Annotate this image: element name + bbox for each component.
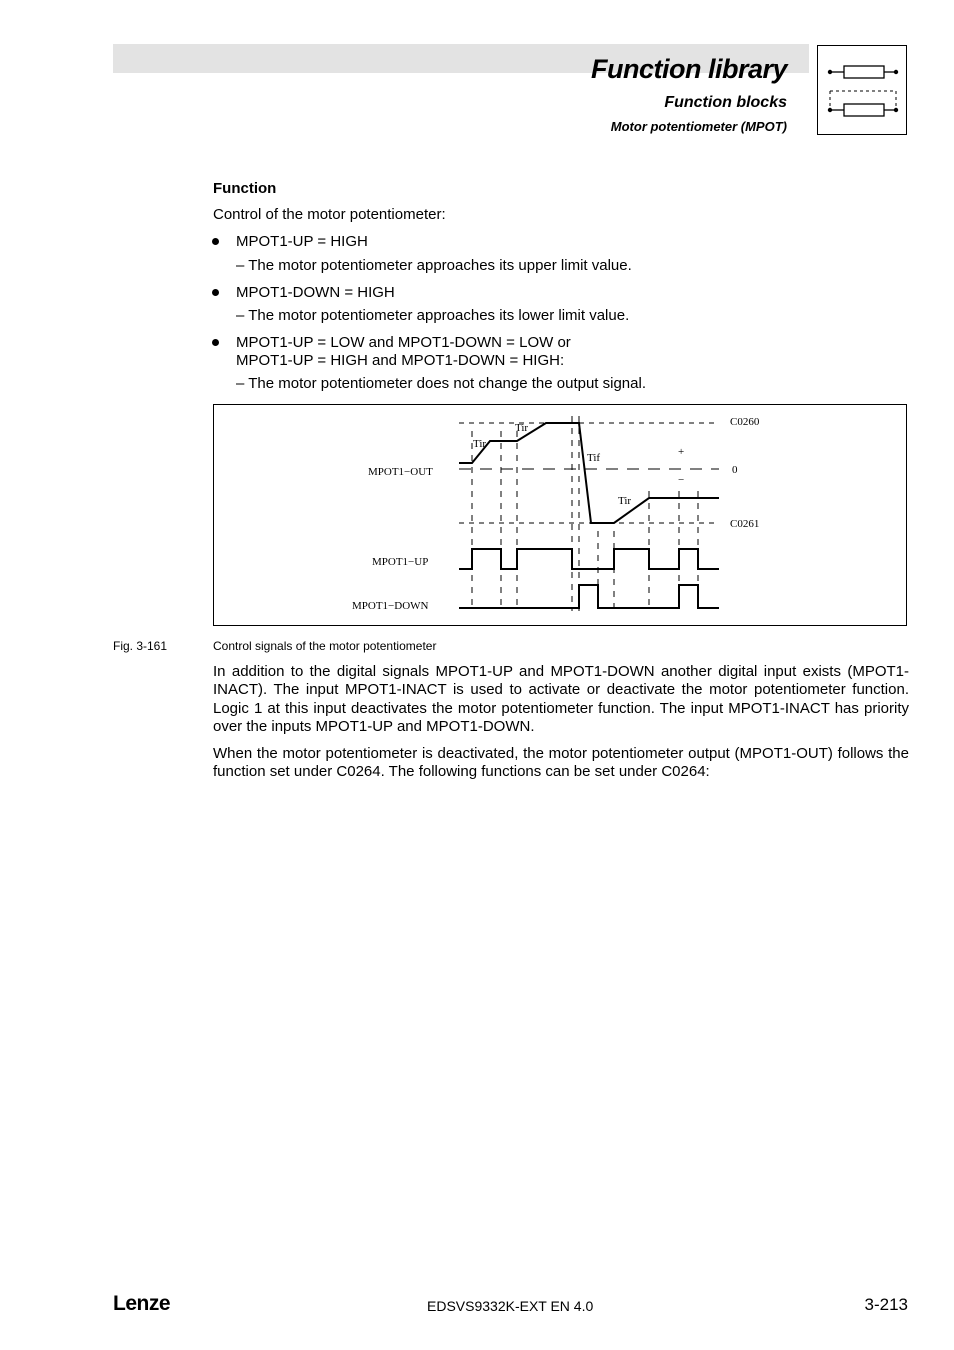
figure-number: Fig. 3-161 <box>113 639 168 653</box>
bullet-2-line: MPOT1-DOWN = HIGH <box>236 284 395 301</box>
paragraph-1: In addition to the digital signals MPOT1-UP and MPOT1-DOWN another digital input exists (MPOT1-INACT). The input MPOT1-INACT is used to activate or deactivate the motor potentiometer function. Logic 1 at this input deactivates the motor potentiometer function. The input MPOT1-INACT has priority over the inputs MPOT1-UP and MPOT1-DOWN. <box>213 663 909 736</box>
plus-sign: + <box>678 446 685 458</box>
bullet-3-line-1: MPOT1-UP = LOW and MPOT1-DOWN = LOW or <box>236 334 571 351</box>
page-subtitle: Function blocks <box>664 94 787 111</box>
page-title: Function library <box>590 54 787 84</box>
mpot1-out-trace <box>459 423 719 523</box>
timing-diagram-svg <box>214 405 908 627</box>
ramp-label-tif: Tif <box>587 452 601 464</box>
bullet-1-note: – The motor potentiometer approaches its upper limit value. <box>236 257 632 274</box>
function-block-icon <box>817 45 907 135</box>
section-heading: Function <box>213 180 277 197</box>
mpot1-up-label: MPOT1−UP <box>372 556 429 568</box>
bullet-3-line-2: MPOT1-UP = HIGH and MPOT1-DOWN = HIGH: <box>236 352 565 369</box>
page-number: 3-213 <box>864 1295 908 1314</box>
ramp-label-tir-2: Tir <box>515 422 529 434</box>
zero-label: 0 <box>732 464 738 476</box>
mpot1-down-trace <box>459 585 719 608</box>
lenze-logo: Lenze <box>113 1292 171 1315</box>
mpot1-down-label: MPOT1−DOWN <box>352 600 429 612</box>
document-id: EDSVS9332K-EXT EN 4.0 <box>427 1298 594 1314</box>
bullet-dot <box>212 238 219 245</box>
mpot1-up-trace <box>459 549 719 569</box>
mpot1-out-label: MPOT1−OUT <box>368 466 433 478</box>
event-markers <box>472 416 698 611</box>
timing-diagram <box>213 404 907 626</box>
page-section: Motor potentiometer (MPOT) <box>610 119 787 134</box>
bullet-3-note: – The motor potentiometer does not change the output signal. <box>236 375 646 392</box>
ramp-label-tir-3: Tir <box>618 495 632 507</box>
bullet-dot <box>212 339 219 346</box>
bullet-dot <box>212 289 219 296</box>
minus-sign: − <box>678 474 685 486</box>
paragraph-2: When the motor potentiometer is deactivated, the motor potentiometer output (MPOT1-OUT) follows the function set under C0264. The following functions can be set under C0264: <box>213 745 909 781</box>
lower-limit-label: C0261 <box>730 518 760 530</box>
intro-text: Control of the motor potentiometer: <box>213 206 446 223</box>
ramp-label-tir-1: Tir <box>473 438 487 450</box>
upper-limit-label: C0260 <box>730 416 760 428</box>
bullet-1-line: MPOT1-UP = HIGH <box>236 233 368 250</box>
figure-caption: Control signals of the motor potentiometer <box>213 639 437 653</box>
bullet-2-note: – The motor potentiometer approaches its lower limit value. <box>236 307 630 324</box>
